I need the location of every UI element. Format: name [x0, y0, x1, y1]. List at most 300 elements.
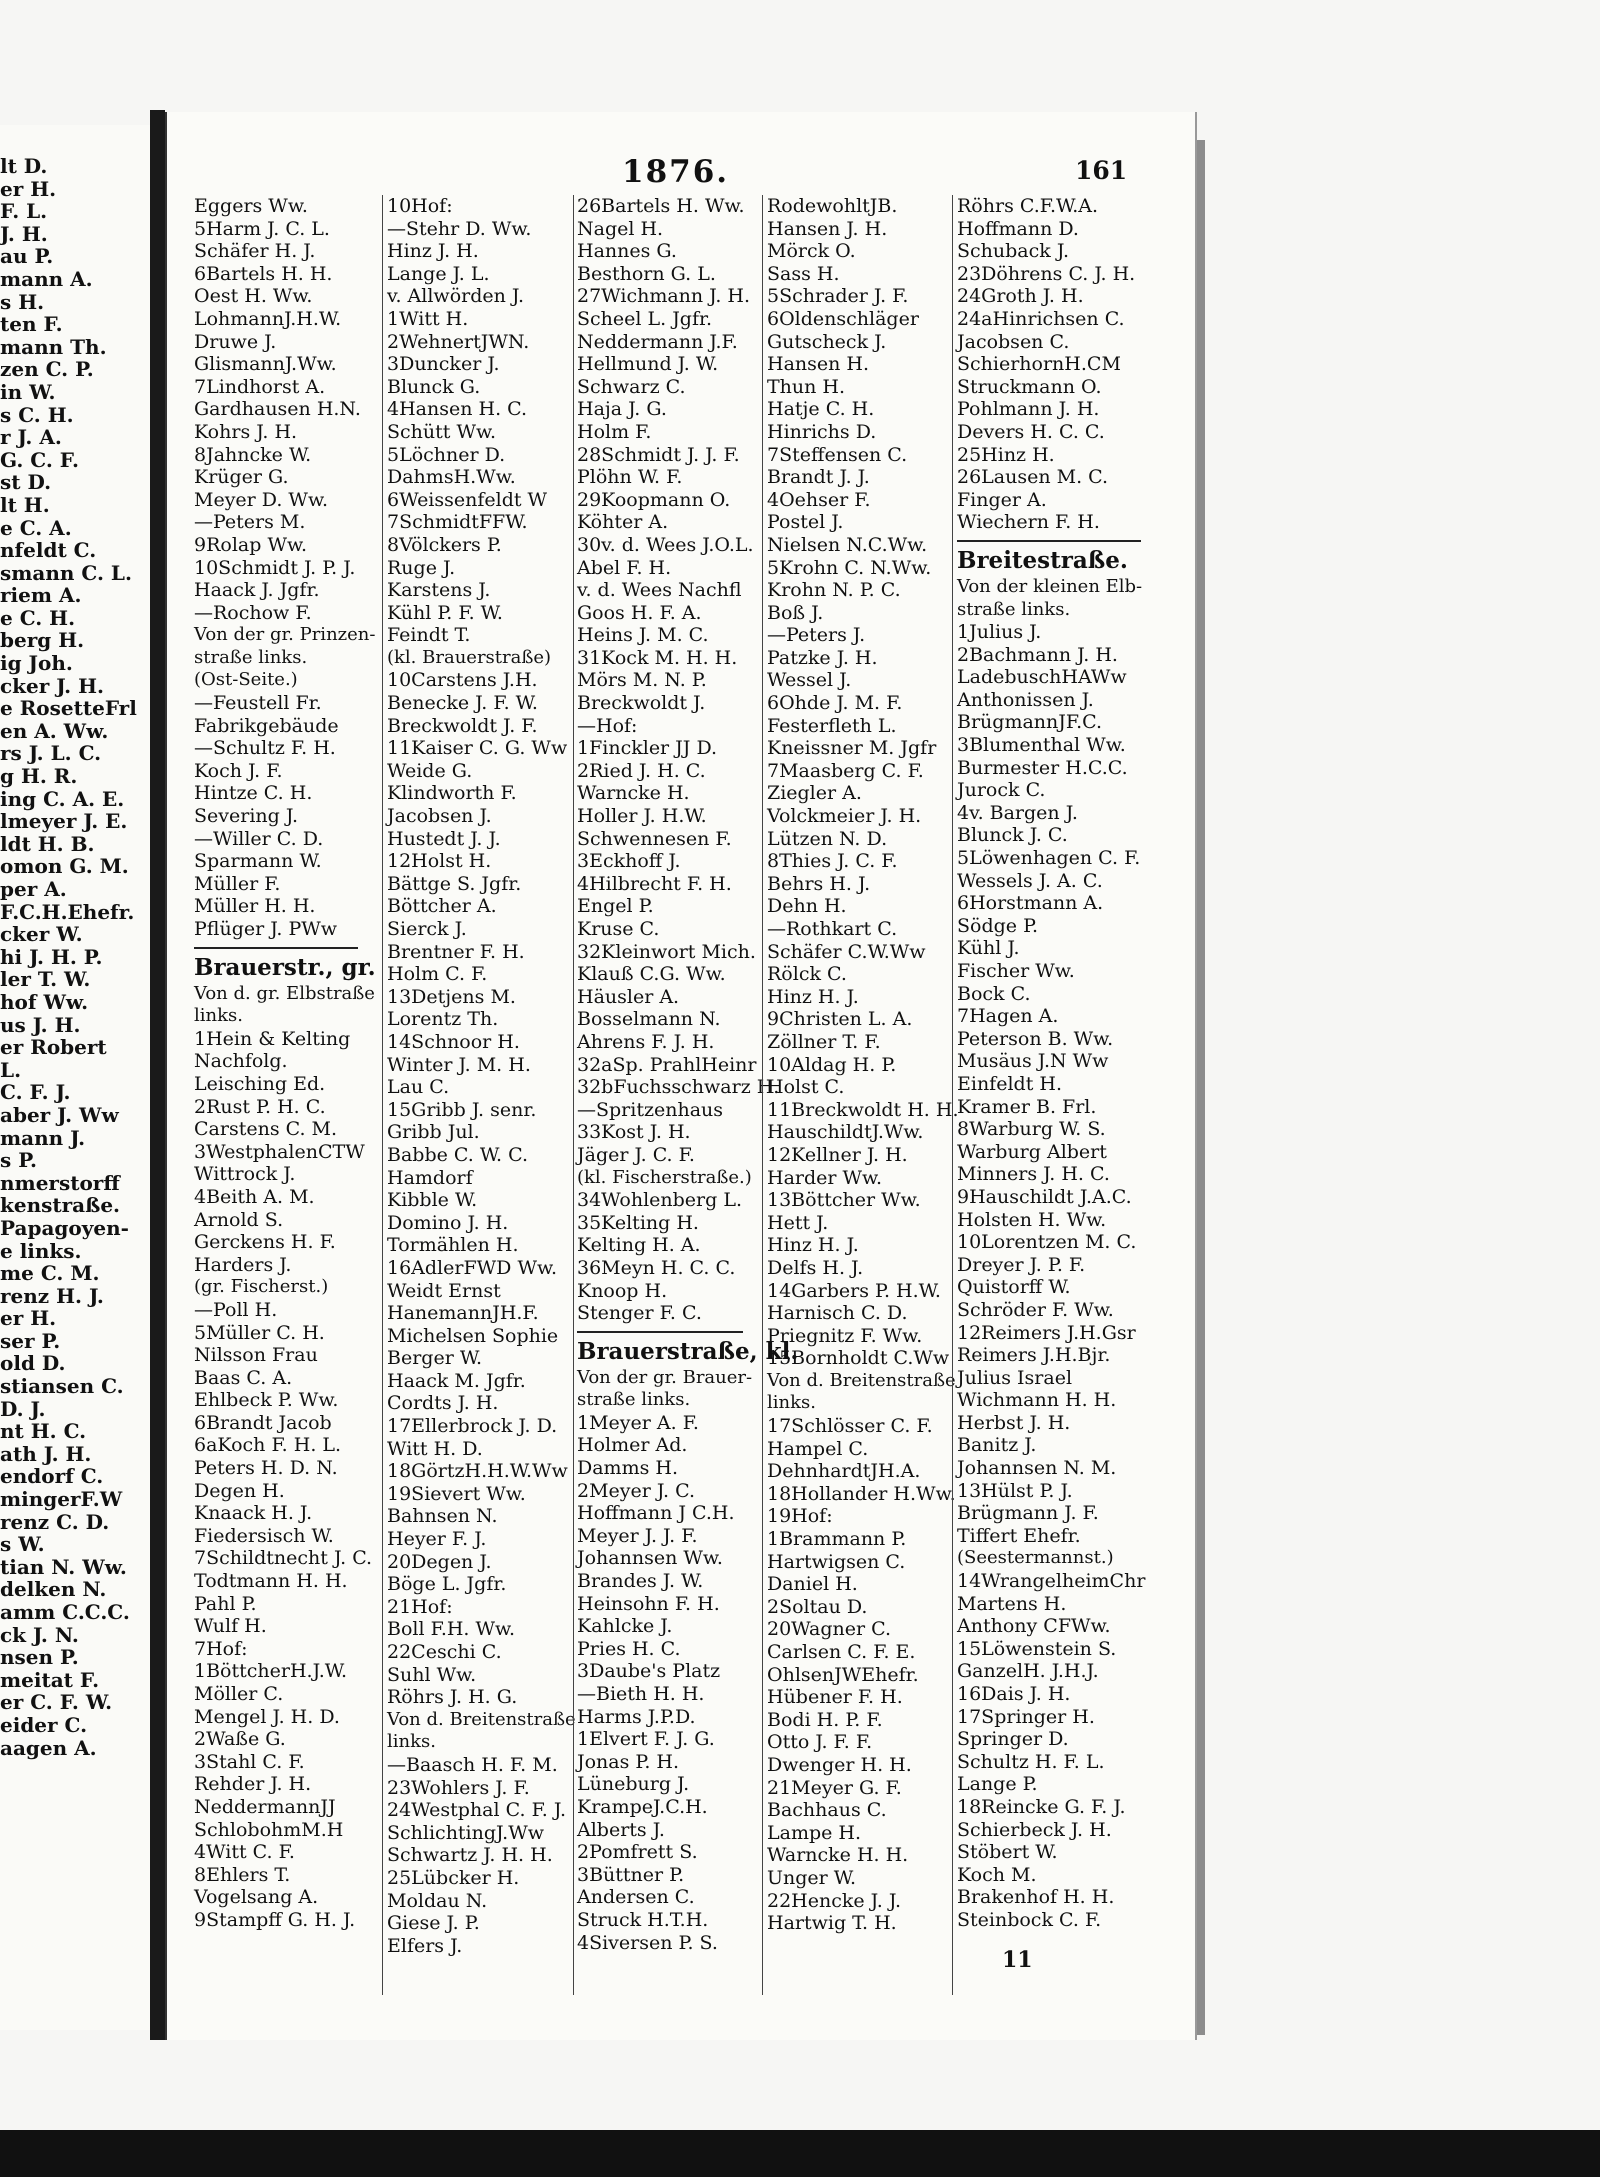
- resident-entry: Fischer Ww.: [957, 960, 1075, 982]
- resident-entry: Breckwoldt J. F.: [387, 714, 538, 737]
- resident-entry: 26Bartels H. Ww.: [577, 195, 745, 217]
- resident-entry: Haja J. G.: [577, 398, 667, 421]
- resident-entry: 19Hof:: [767, 1505, 833, 1528]
- resident-entry: 34Wohlenberg L.: [577, 1189, 742, 1212]
- resident-entry: 6Ohde J. M. F.: [767, 692, 903, 715]
- resident-entry: Rölck C.: [767, 963, 847, 986]
- left-page-line: zen C. P.: [0, 357, 94, 382]
- resident-entry: Johannsen Ww.: [577, 1547, 723, 1570]
- resident-entry: Heyer F. J.: [387, 1528, 487, 1551]
- resident-entry: Engel P.: [577, 895, 654, 918]
- resident-entry: 8Ehlers T.: [194, 1863, 291, 1886]
- resident-entry: 26Lausen M. C.: [957, 466, 1109, 489]
- resident-entry: Postel J.: [767, 511, 844, 534]
- resident-entry: Patzke J. H.: [767, 646, 878, 669]
- resident-entry: 6Brandt Jacob: [194, 1411, 332, 1434]
- resident-entry: KrampeJ.C.H.: [577, 1795, 708, 1818]
- resident-entry: Moldau N.: [387, 1889, 488, 1912]
- resident-entry: —Rothkart C.: [767, 918, 898, 940]
- resident-entry: 18Hollander H.Ww.: [767, 1482, 956, 1505]
- resident-entry: Jacobsen C.: [957, 330, 1070, 353]
- left-page-line: nsen P.: [0, 1645, 79, 1670]
- resident-entry: 31Kock M. H. H.: [577, 646, 738, 669]
- left-page-line: lt D.: [0, 154, 48, 178]
- resident-entry: 3Stahl C. F.: [194, 1750, 305, 1773]
- resident-entry: Rehder J. H.: [194, 1773, 312, 1796]
- left-page-line: e C. A.: [0, 515, 72, 540]
- resident-entry: Mörck O.: [767, 240, 856, 263]
- resident-entry: Jonas P. H.: [577, 1750, 680, 1773]
- resident-entry: 9Rolap Ww.: [194, 533, 308, 556]
- resident-entry: Lange P.: [957, 1773, 1038, 1796]
- left-page-line: rs J. L. C.: [0, 741, 102, 766]
- resident-entry: Wessels J. A. C.: [957, 869, 1103, 892]
- resident-entry: 20Degen J.: [387, 1550, 492, 1573]
- resident-entry: DahmsH.Ww.: [387, 466, 516, 489]
- resident-entry: Lüneburg J.: [577, 1773, 690, 1796]
- resident-entry: 7Hagen A.: [957, 1005, 1059, 1028]
- resident-entry: Springer D.: [957, 1728, 1069, 1751]
- resident-entry: Hansen J. H.: [767, 217, 888, 240]
- street-heading: Brauerstr., gr.: [194, 953, 376, 981]
- resident-entry: Musäus J.N Ww: [957, 1050, 1109, 1073]
- street-note: links.: [387, 1731, 436, 1753]
- resident-entry: Hinrichs D.: [767, 420, 877, 443]
- resident-entry: 5Löchner D.: [387, 443, 506, 466]
- resident-entry: Witt H. D.: [387, 1437, 483, 1460]
- resident-entry: Knoop H.: [577, 1279, 668, 1302]
- resident-entry: Böttcher A.: [387, 895, 497, 918]
- resident-entry: GanzelH. J.H.J.: [957, 1660, 1099, 1683]
- resident-entry: Brandes J. W.: [577, 1570, 704, 1593]
- resident-entry: 2WehnertJWN.: [387, 330, 530, 353]
- resident-entry: Warncke H.: [577, 782, 690, 805]
- left-page-line: C. F. J.: [0, 1080, 71, 1105]
- resident-entry: Hoffmann J C.H.: [577, 1502, 735, 1525]
- resident-entry: Schäfer H. J.: [194, 240, 316, 263]
- resident-entry: Schwarz C.: [577, 375, 686, 398]
- resident-entry: Berger W.: [387, 1347, 483, 1370]
- resident-entry: Sparmann W.: [194, 850, 322, 873]
- resident-entry: Schäfer C.W.Ww: [767, 940, 926, 963]
- resident-entry: Scheel L. Jgfr.: [577, 307, 713, 330]
- column-divider: [382, 195, 383, 1995]
- printer-signature: 11: [1002, 1947, 1033, 1973]
- left-page-line: lmeyer J. E.: [0, 809, 128, 834]
- resident-entry: Schuback J.: [957, 240, 1069, 263]
- resident-entry: 1Julius J.: [957, 621, 1042, 644]
- resident-entry: 12Reimers J.H.Gsr: [957, 1321, 1136, 1344]
- section-rule: [194, 947, 358, 949]
- resident-entry: 11Kaiser C. G. Ww: [387, 737, 568, 760]
- street-note: links.: [767, 1392, 816, 1414]
- resident-entry: 21Meyer G. F.: [767, 1776, 902, 1799]
- resident-entry: Brügmann J. F.: [957, 1502, 1099, 1525]
- resident-entry: 10Aldag H. P.: [767, 1053, 897, 1076]
- left-page-line: us J. H.: [0, 1012, 81, 1037]
- resident-entry: Hinz J. H.: [387, 240, 479, 263]
- resident-entry: Blunck J. C.: [957, 824, 1068, 847]
- resident-entry: —Baasch H. F. M.: [387, 1753, 558, 1776]
- resident-entry: Jacobsen J.: [387, 805, 492, 828]
- resident-entry: 5Schrader J. F.: [767, 285, 909, 308]
- resident-entry: 11Breckwoldt H. H.: [767, 1098, 959, 1121]
- street-note: Von d. Breitenstraße: [387, 1708, 576, 1730]
- resident-entry: Dehn H.: [767, 895, 847, 918]
- resident-entry: Schierbeck J. H.: [957, 1818, 1112, 1841]
- resident-entry: 21Hof:: [387, 1595, 453, 1618]
- resident-entry: Otto J. F. F.: [767, 1731, 873, 1754]
- resident-entry: Harders J.: [194, 1253, 292, 1276]
- resident-entry: Struckmann O.: [957, 375, 1102, 398]
- resident-entry: Meyer D. Ww.: [194, 488, 329, 511]
- resident-entry: Carlsen C. F. E.: [767, 1641, 916, 1663]
- resident-entry: 15Gribb J. senr.: [387, 1098, 537, 1121]
- resident-entry: 28Schmidt J. J. F.: [577, 443, 740, 466]
- resident-entry: 18Reincke G. F. J.: [957, 1795, 1126, 1818]
- resident-entry: 30v. d. Wees J.O.L.: [577, 533, 754, 556]
- resident-entry: GlismannJ.Ww.: [194, 353, 337, 376]
- resident-entry: 1Meyer A. F.: [577, 1411, 699, 1434]
- street-note: straße links.: [194, 646, 308, 668]
- resident-entry: 24Groth J. H.: [957, 285, 1084, 308]
- left-page-line: er H.: [0, 176, 57, 201]
- resident-entry: Peterson B. Ww.: [957, 1027, 1114, 1050]
- resident-entry: 5Harm J. C. L.: [194, 217, 330, 240]
- resident-entry: Stöbert W.: [957, 1841, 1058, 1864]
- scan-bottom-edge: [0, 2130, 1600, 2177]
- resident-entry: 1BöttcherH.J.W.: [194, 1660, 348, 1683]
- resident-entry: 17Schlösser C. F.: [767, 1415, 933, 1438]
- resident-entry: Holm C. F.: [387, 963, 488, 986]
- resident-entry: Mengel J. H. D.: [194, 1705, 340, 1728]
- page-header: [167, 154, 1195, 190]
- resident-entry: —Hof:: [577, 714, 638, 737]
- resident-entry: 24aHinrichsen C.: [957, 307, 1125, 330]
- resident-entry: 32Kleinwort Mich.: [577, 940, 756, 963]
- resident-entry: Volckmeier J. H.: [767, 805, 922, 828]
- resident-entry: 17Ellerbrock J. D.: [387, 1415, 558, 1438]
- resident-entry: 15Bornholdt C.Ww: [767, 1347, 950, 1370]
- resident-entry: 18GörtzH.H.W.Ww: [387, 1460, 568, 1483]
- resident-entry: Böge L. Jgfr.: [387, 1573, 507, 1596]
- directory-page: [165, 112, 1197, 2040]
- left-page-line: s W.: [0, 1532, 45, 1557]
- resident-entry: Nachfolg.: [194, 1050, 288, 1073]
- column-divider: [573, 195, 574, 1995]
- resident-entry: Julius Israel: [957, 1366, 1073, 1389]
- directory-column-2: [387, 195, 576, 1957]
- resident-entry: 35Kelting H.: [577, 1211, 699, 1234]
- resident-entry: Plöhn W. F.: [577, 466, 683, 489]
- resident-entry: Södge P.: [957, 914, 1039, 937]
- resident-entry: 24Westphal C. F. J.: [387, 1799, 567, 1822]
- resident-entry: Oest H. Ww.: [194, 285, 313, 308]
- resident-entry: Schwartz J. H. H.: [387, 1844, 553, 1867]
- resident-entry: Burmester H.C.C.: [957, 756, 1128, 779]
- resident-entry: Nilsson Frau: [194, 1344, 318, 1367]
- left-page-line: stiansen C.: [0, 1374, 124, 1399]
- resident-entry: —Willer C. D.: [194, 827, 324, 850]
- resident-entry: v. Allwörden J.: [387, 285, 525, 308]
- resident-entry: 10Lorentzen M. C.: [957, 1231, 1137, 1254]
- resident-entry: Pahl P.: [194, 1592, 257, 1615]
- resident-entry: 4v. Bargen J.: [957, 801, 1078, 824]
- resident-entry: HauschildtJ.Ww.: [767, 1121, 924, 1144]
- left-page-line: s P.: [0, 1148, 37, 1173]
- resident-entry: Holler J. H.W.: [577, 805, 707, 828]
- resident-entry: Einfeldt H.: [957, 1072, 1062, 1095]
- resident-entry: 7Lindhorst A.: [194, 375, 326, 398]
- resident-entry: 22Hencke J. J.: [767, 1889, 902, 1912]
- resident-entry: Nagel H.: [577, 217, 664, 240]
- resident-entry: Hübener F. H.: [767, 1686, 903, 1709]
- resident-entry: Kneissner M. Jgfr: [767, 737, 937, 760]
- resident-entry: RodewohltJB.: [767, 195, 898, 217]
- resident-entry: 13Böttcher Ww.: [767, 1189, 921, 1212]
- resident-entry: Hoffmann D.: [957, 217, 1079, 240]
- resident-entry: 8Jahncke W.: [194, 443, 312, 466]
- resident-entry: Hinz H. J.: [767, 1234, 859, 1257]
- resident-entry: Dreyer J. P. F.: [957, 1253, 1086, 1276]
- resident-entry: Minners J. H. C.: [957, 1163, 1110, 1186]
- left-page-line: nt H. C.: [0, 1419, 87, 1444]
- resident-entry: Hatje C. H.: [767, 398, 875, 421]
- left-page-line: amm C.C.C.: [0, 1600, 130, 1624]
- resident-entry: Hannes G.: [577, 240, 677, 263]
- street-note: (Seestermannst.): [957, 1547, 1114, 1569]
- left-page-line: ser P.: [0, 1328, 61, 1353]
- resident-entry: Harms J.P.D.: [577, 1705, 696, 1728]
- left-page-line: hi J. H. P.: [0, 944, 103, 969]
- page-number: 161: [1075, 156, 1128, 185]
- left-page-line: me C. M.: [0, 1261, 100, 1286]
- resident-entry: Lützen N. D.: [767, 827, 888, 850]
- resident-entry: —Bieth H. H.: [577, 1683, 705, 1705]
- left-page-line: J. H.: [0, 221, 48, 246]
- resident-entry: 25Lübcker H.: [387, 1866, 520, 1889]
- resident-entry: Martens H.: [957, 1592, 1067, 1615]
- resident-entry: 10Schmidt J. P. J.: [194, 556, 356, 579]
- resident-entry: Karstens J.: [387, 579, 491, 602]
- resident-entry: 8Völckers P.: [387, 533, 502, 556]
- left-page-line: mann J.: [0, 1125, 86, 1150]
- resident-entry: Ahrens F. J. H.: [577, 1030, 715, 1053]
- resident-entry: 6Horstmann A.: [957, 892, 1104, 915]
- street-note: (Ost-Seite.): [194, 669, 298, 691]
- resident-entry: Weide G.: [387, 759, 473, 782]
- resident-entry: Steinbock C. F.: [957, 1908, 1102, 1931]
- street-note: straße links.: [957, 598, 1071, 620]
- resident-entry: Struck H.T.H.: [577, 1908, 709, 1931]
- resident-entry: 33Kost J. H.: [577, 1121, 691, 1144]
- resident-entry: NeddermannJJ: [194, 1795, 336, 1818]
- resident-entry: 1Finckler JJ D.: [577, 737, 718, 760]
- resident-entry: Hansen H.: [767, 353, 870, 376]
- resident-entry: Holm F.: [577, 420, 652, 443]
- left-page-line: omon G. M.: [0, 854, 129, 879]
- resident-entry: Elfers J.: [387, 1934, 463, 1957]
- resident-entry: Stenger F. C.: [577, 1302, 702, 1325]
- left-page-line: mann A.: [0, 266, 93, 291]
- resident-entry: Hartwig T. H.: [767, 1912, 897, 1935]
- resident-entry: 5Müller C. H.: [194, 1321, 325, 1344]
- resident-entry: Breckwoldt J.: [577, 692, 706, 715]
- resident-entry: 25Hinz H.: [957, 443, 1055, 466]
- resident-entry: 1Brammann P.: [767, 1528, 907, 1551]
- left-page-line: nfeldt C.: [0, 538, 97, 563]
- resident-entry: Thun H.: [767, 375, 846, 398]
- resident-entry: Michelsen Sophie: [387, 1324, 559, 1347]
- section-rule: [577, 1331, 743, 1333]
- resident-entry: Giese J. P.: [387, 1912, 480, 1935]
- resident-entry: SchierhornH.CM: [957, 353, 1121, 376]
- resident-entry: 3Duncker J.: [387, 353, 500, 376]
- resident-entry: 3Daube's Platz: [577, 1660, 721, 1683]
- resident-entry: 1Hein & Kelting: [194, 1027, 351, 1050]
- resident-entry: Holmer Ad.: [577, 1434, 688, 1457]
- left-page-fragment: [0, 125, 153, 2030]
- resident-entry: 8Thies J. C. F.: [767, 850, 898, 873]
- directory-column-5: [957, 195, 1157, 1932]
- resident-entry: 36Meyn H. C. C.: [577, 1256, 736, 1279]
- resident-entry: —Stehr D. Ww.: [387, 217, 532, 240]
- resident-entry: 2Pomfrett S.: [577, 1841, 698, 1864]
- resident-entry: Festerfleth L.: [767, 714, 897, 737]
- resident-entry: 4Hilbrecht F. H.: [577, 872, 732, 895]
- resident-entry: Kramer B. Frl.: [957, 1095, 1097, 1118]
- resident-entry: 2Rust P. H. C.: [194, 1095, 326, 1118]
- resident-entry: Wiechern F. H.: [957, 511, 1100, 534]
- resident-entry: Kahlcke J.: [577, 1615, 673, 1638]
- resident-entry: Haack J. Jgfr.: [194, 579, 320, 602]
- resident-entry: Bodi H. P. F.: [767, 1708, 883, 1731]
- resident-entry: 15Löwenstein S.: [957, 1637, 1117, 1660]
- resident-entry: Unger W.: [767, 1866, 857, 1889]
- resident-entry: 16AdlerFWD Ww.: [387, 1256, 558, 1279]
- resident-entry: 2Ried J. H. C.: [577, 759, 706, 782]
- resident-entry: SchlobohmM.H: [194, 1818, 344, 1841]
- left-page-line: au P.: [0, 244, 54, 269]
- resident-entry: —Peters J.: [767, 624, 866, 647]
- resident-entry: Koch M.: [957, 1863, 1037, 1886]
- resident-entry: Degen H.: [194, 1479, 285, 1502]
- resident-entry: Warncke H. H.: [767, 1844, 909, 1867]
- resident-entry: Anthonissen J.: [957, 688, 1094, 711]
- left-page-line: ing C. A. E.: [0, 786, 125, 811]
- resident-entry: 2Soltau D.: [767, 1595, 868, 1618]
- resident-entry: 8Warburg W. S.: [957, 1118, 1106, 1141]
- resident-entry: Kruse C.: [577, 918, 660, 940]
- resident-entry: Meyer J. J. F.: [577, 1524, 698, 1547]
- resident-entry: Leisching Ed.: [194, 1072, 326, 1095]
- resident-entry: Pohlmann J. H.: [957, 398, 1100, 421]
- resident-entry: 6aKoch F. H. L.: [194, 1434, 342, 1457]
- left-page-line: er H.: [0, 1306, 57, 1331]
- resident-entry: 9Christen L. A.: [767, 1008, 913, 1031]
- resident-entry: Häusler A.: [577, 985, 680, 1008]
- left-page-line: ldt H. B.: [0, 831, 95, 856]
- left-page-line: ten F.: [0, 312, 63, 337]
- resident-entry: Kühl J.: [957, 937, 1020, 960]
- resident-entry: Andersen C.: [577, 1886, 695, 1909]
- resident-entry: Warburg Albert: [957, 1140, 1107, 1163]
- resident-entry: 16Dais J. H.: [957, 1683, 1071, 1705]
- left-page-line: g H. R.: [0, 764, 78, 789]
- resident-entry: 4Siversen P. S.: [577, 1931, 718, 1954]
- resident-entry: Heinsohn F. H.: [577, 1592, 720, 1615]
- page-year: 1876.: [622, 154, 730, 190]
- street-heading: Breitestraße.: [957, 546, 1128, 574]
- resident-entry: Kohrs J. H.: [194, 420, 298, 443]
- resident-entry: Bachhaus C.: [767, 1799, 887, 1822]
- resident-entry: Banitz J.: [957, 1434, 1037, 1457]
- resident-entry: Schröder F. Ww.: [957, 1298, 1114, 1321]
- resident-entry: Lau C.: [387, 1076, 450, 1099]
- resident-entry: Krüger G.: [194, 466, 289, 489]
- left-page-line: nmerstorff: [0, 1170, 120, 1195]
- resident-entry: —Rochow F.: [194, 601, 312, 624]
- resident-entry: LohmannJ.H.W.: [194, 307, 342, 330]
- resident-entry: —Poll H.: [194, 1298, 278, 1321]
- left-page-line: F. L.: [0, 199, 48, 224]
- resident-entry: Bosselmann N.: [577, 1008, 721, 1031]
- resident-entry: Ruge J.: [387, 556, 456, 579]
- resident-entry: Lorentz Th.: [387, 1008, 499, 1031]
- resident-entry: DehnhardtJH.A.: [767, 1460, 921, 1483]
- resident-entry: 13Detjens M.: [387, 985, 516, 1008]
- section-rule: [957, 540, 1141, 542]
- resident-entry: Besthorn G. L.: [577, 262, 716, 285]
- resident-entry: Schütt Ww.: [387, 420, 497, 443]
- left-page-line: ler T. W.: [0, 967, 91, 992]
- directory-column-1: [194, 195, 376, 1932]
- resident-entry: 3Büttner P.: [577, 1863, 685, 1886]
- book-gutter: [150, 110, 165, 2040]
- resident-entry: Klindworth F.: [387, 782, 517, 805]
- left-page-line: renz H. J.: [0, 1283, 104, 1308]
- resident-entry: Bahnsen N.: [387, 1505, 498, 1528]
- resident-entry: Klauß C.G. Ww.: [577, 963, 726, 986]
- resident-entry: 6Weissenfeldt W: [387, 488, 548, 511]
- resident-entry: —Peters M.: [194, 511, 306, 534]
- resident-entry: 29Koopmann O.: [577, 488, 731, 511]
- resident-entry: 3Blumenthal Ww.: [957, 734, 1126, 757]
- resident-entry: Sass H.: [767, 262, 840, 285]
- resident-entry: Hamdorf: [387, 1166, 473, 1189]
- resident-entry: Hinz H. J.: [767, 985, 859, 1008]
- resident-entry: Winter J. M. H.: [387, 1053, 531, 1076]
- left-page-line: e links.: [0, 1238, 82, 1263]
- resident-entry: Severing J.: [194, 805, 299, 828]
- resident-entry: Fiedersisch W.: [194, 1524, 334, 1547]
- left-page-line: old D.: [0, 1351, 66, 1376]
- resident-entry: Hellmund J. W.: [577, 353, 719, 376]
- left-page-line: renz C. D.: [0, 1509, 110, 1534]
- resident-entry: Wichmann H. H.: [957, 1389, 1117, 1412]
- resident-entry: Ziegler A.: [767, 782, 862, 805]
- left-page-line: kenstraße.: [0, 1193, 120, 1218]
- left-page-line: tian N. Ww.: [0, 1554, 127, 1579]
- resident-entry: 1Witt H.: [387, 307, 469, 330]
- resident-entry: Cordts J. H.: [387, 1392, 499, 1415]
- resident-entry: Brakenhof H. H.: [957, 1886, 1115, 1909]
- left-page-line: in W.: [0, 379, 56, 404]
- resident-entry: SchlichtingJ.Ww: [387, 1821, 545, 1844]
- resident-entry: Pries H. C.: [577, 1637, 681, 1660]
- resident-entry: Baas C. A.: [194, 1366, 293, 1389]
- resident-entry: Wessel J.: [767, 669, 852, 692]
